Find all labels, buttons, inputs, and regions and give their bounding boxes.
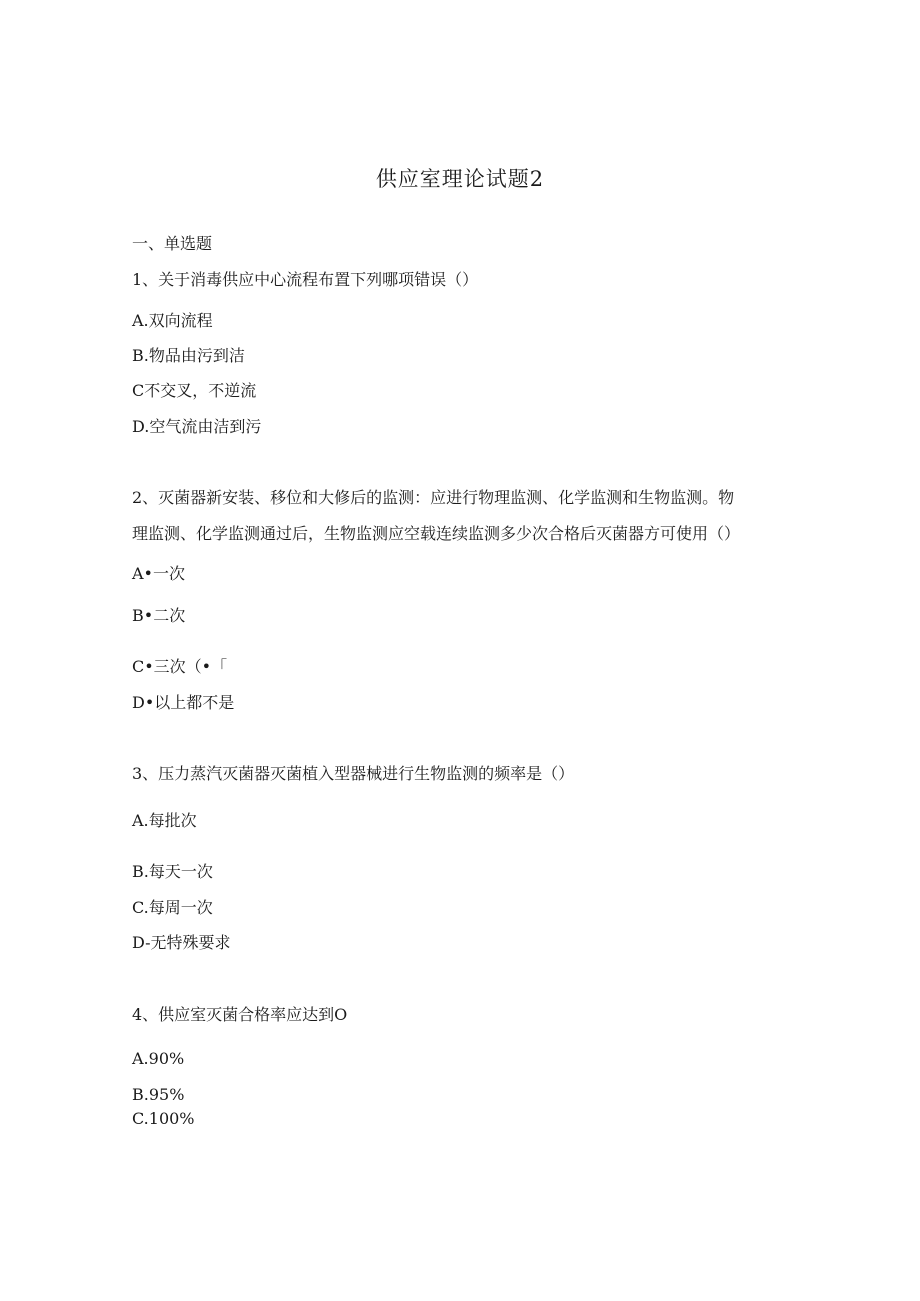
option-b: B.95% [132, 1085, 185, 1104]
option-b: B.物品由污到洁 [132, 346, 245, 365]
option-d: D-无特殊要求 [132, 933, 231, 952]
option-a: A.90% [132, 1049, 185, 1068]
question-stem: 1、关于消毒供应中心流程布置下列哪项错误（） [132, 270, 479, 289]
option-c: C.每周一次 [132, 898, 213, 917]
option-a: A•一次 [132, 564, 185, 583]
option-c: C.100% [132, 1109, 195, 1128]
option-c: C不交叉，不逆流 [132, 381, 257, 400]
option-b: B.每天一次 [132, 862, 213, 881]
option-a: A.每批次 [132, 811, 197, 830]
option-c: C•三次（•「 [132, 657, 228, 676]
option-d: D.空气流由洁到污 [132, 417, 262, 436]
page-title: 供应室理论试题2 [375, 167, 545, 191]
option-b: B•二次 [132, 606, 186, 625]
option-a: A.双向流程 [132, 311, 213, 330]
question-stem-continued: 理监测、化学监测通过后，生物监测应空载连续监测多少次合格后灭菌器方可使用（） [132, 524, 741, 543]
section-heading: 一、单选题 [132, 234, 213, 253]
question-stem: 2、灭菌器新安装、移位和大修后的监测：应进行物理监测、化学监测和生物监测。物 [132, 488, 735, 507]
option-d: D•以上都不是 [132, 693, 235, 712]
question-stem: 3、压力蒸汽灭菌器灭菌植入型器械进行生物监测的频率是（） [132, 764, 575, 783]
question-stem: 4、供应室灭菌合格率应达到O [132, 1005, 348, 1024]
